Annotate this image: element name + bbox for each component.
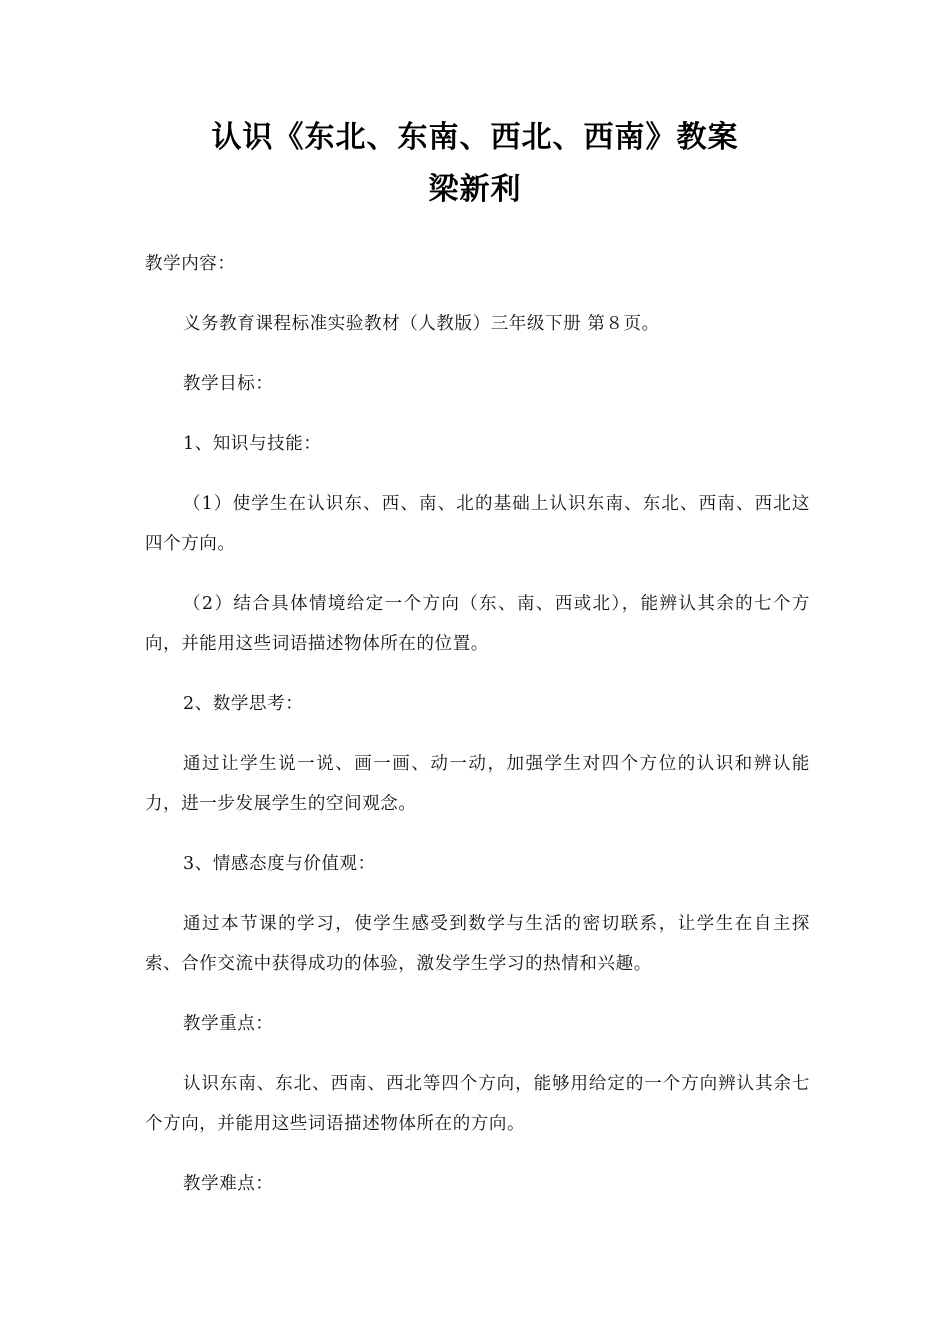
goal3-text: 通过本节课的学习，使学生感受到数学与生活的密切联系，让学生在自主探索、合作交流中获得成功的体验，激发学生学习的热情和兴趣。 <box>145 914 810 974</box>
goal1-item2: （2）结合具体情境给定一个方向（东、南、西或北），能辨认其余的七个方向，并能用这些词语描述物体所在的位置。 <box>145 594 810 654</box>
content-text: 义务教育课程标准实验教材（人教版）三年级下册 第８页。 <box>183 314 660 334</box>
content-label: 教学内容： <box>145 254 236 274</box>
goal2-heading: 2、数学思考： <box>183 694 304 714</box>
goal1-heading: 1、知识与技能： <box>183 434 322 454</box>
goal1-item1: （1）使学生在认识东、西、南、北的基础上认识东南、东北、西南、西北这四个方向。 <box>145 494 810 554</box>
document-title: 认识《东北、东南、西北、西南》教案 <box>211 120 739 155</box>
goals-label: 教学目标： <box>183 374 274 394</box>
difficulty-label: 教学难点： <box>183 1174 274 1194</box>
goal2-text: 通过让学生说一说、画一画、动一动，加强学生对四个方位的认识和辨认能力，进一步发展学生的空间观念。 <box>145 754 810 814</box>
document-author: 梁新利 <box>428 172 522 207</box>
key-text: 认识东南、东北、西南、西北等四个方向，能够用给定的一个方向辨认其余七个方向，并能用这些词语描述物体所在的方向。 <box>145 1074 810 1134</box>
key-label: 教学重点： <box>183 1014 274 1034</box>
goal3-heading: 3、情感态度与价值观： <box>183 854 376 874</box>
